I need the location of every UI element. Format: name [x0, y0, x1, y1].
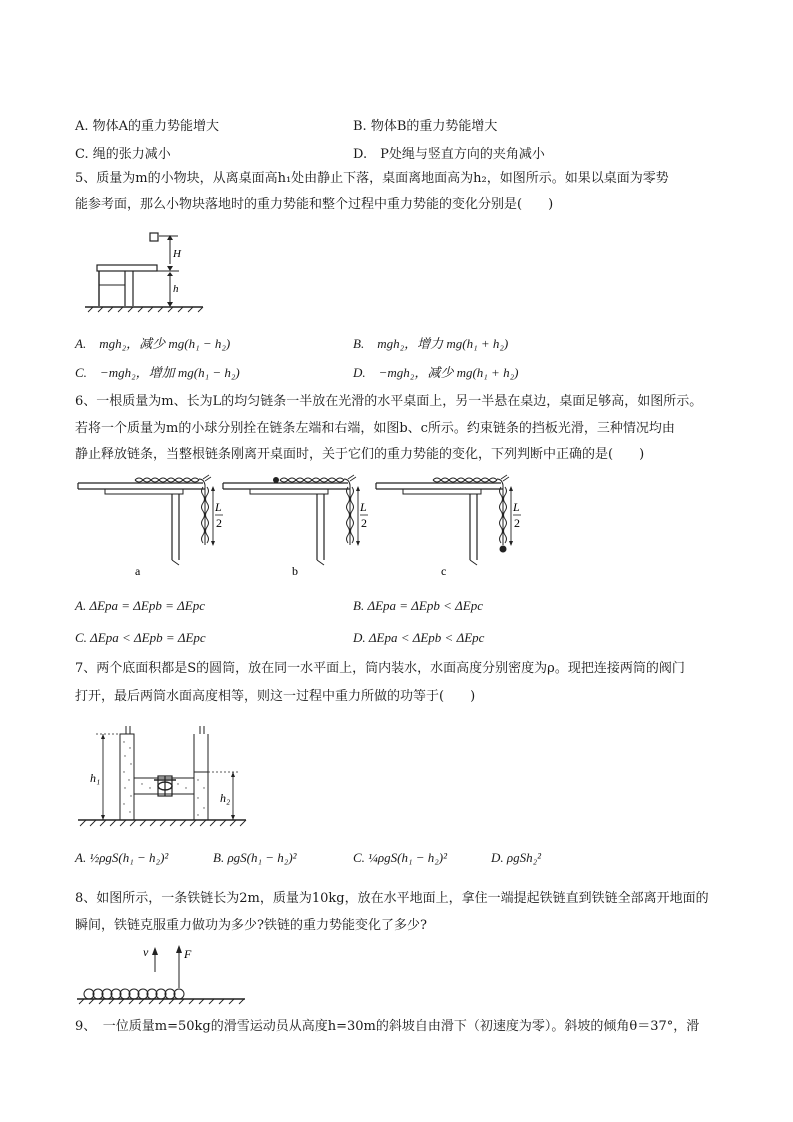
q7-option-c: C. ¼ρgS(h₁ − h₂)² [353, 850, 448, 865]
q6-a-label-L: L [215, 500, 222, 514]
q6-stem-line2: 若将一个质量为m的小球分别拴在链条左端和右端，如图b、c所示。约束链条的挡板光滑，三种情况均由 [75, 421, 675, 436]
q8-figure [75, 940, 250, 1005]
q6-stem-line3: 静止释放链条，当整根链条刚离开桌面时，关于它们的重力势能的变化，下列判断中正确的是( ) [75, 447, 645, 462]
q8-stem-line1: 8、如图所示，一条铁链长为2m，质量为10kg，放在水平地面上，拿住一端提起铁链直到铁链全部离开地面的 [75, 891, 709, 906]
q5-option-b: B. mgh₂，增力 mg(h₁ + h₂) [353, 336, 509, 351]
q8-stem-line2: 瞬间，铁链克服重力做功为多少?铁链的重力势能变化了多少? [75, 918, 427, 933]
q5-stem-line2: 能参考面，那么小物块落地时的重力势能和整个过程中重力势能的变化分别是( ) [75, 197, 554, 212]
q6-panel-c [376, 475, 521, 578]
q7-option-b: B. ρgS(h₁ − h₂)² [213, 850, 297, 865]
q4-option-c: C. 绳的张力减小 [75, 147, 171, 162]
q9-stem-line1: 9、 一位质量m=50kg的滑雪运动员从高度h=30m的斜坡自由滑下（初速度为零）。斜坡的倾角θ＝37°，滑 [75, 1019, 700, 1034]
q6-option-c: C. ΔEpa < ΔEpb = ΔEpc [75, 630, 206, 645]
q5-figure [85, 230, 215, 315]
q6-panel-a [78, 475, 223, 578]
q6-option-b: B. ΔEpa = ΔEpb < ΔEpc [353, 598, 483, 613]
q7-option-d: D. ρgSh₂² [491, 850, 542, 865]
q5-option-c: C. −mgh₂，增加 mg(h₁ − h₂) [75, 365, 240, 380]
q4-option-b: B. 物体B的重力势能增大 [353, 119, 498, 134]
q7-stem-line2: 打开，最后两筒水面高度相等，则这一过程中重力所做的功等于( ) [75, 689, 476, 704]
q7-stem-line1: 7、两个底面积都是S的圆筒，放在同一水平面上，筒内装水，水面高度分别密度为ρ。现把连接两筒的阀门 [75, 661, 685, 676]
q6-stem-line1: 6、一根质量为m、长为L的均匀链条一半放在光滑的水平桌面上，另一半悬在桌边，桌面足够高，如图所示。 [75, 394, 703, 409]
q7-figure [78, 722, 253, 832]
q6-c-label-2: 2 [514, 516, 520, 530]
q7-label-h2: h₂ [220, 791, 231, 805]
q6-option-a: A. ΔEpa = ΔEpb = ΔEpc [75, 598, 205, 613]
q5-option-d: D. −mgh₂，减少 mg(h₁ + h₂) [353, 365, 519, 380]
q6-label-a: a [135, 564, 141, 578]
q8-label-F: F [184, 947, 192, 961]
q5-label-H: H [173, 248, 181, 260]
q6-panel-b [223, 475, 368, 578]
q6-b-label-L: L [360, 500, 367, 514]
q6-a-label-2: 2 [216, 516, 222, 530]
q8-label-v: v [143, 945, 149, 959]
q6-c-label-L: L [513, 500, 520, 514]
q4-option-a: A. 物体A的重力势能增大 [75, 119, 220, 134]
q4-option-d: D. P处绳与竖直方向的夹角减小 [353, 147, 545, 162]
q6-option-d: D. ΔEpa < ΔEpb < ΔEpc [353, 630, 485, 645]
q7-label-h1: h₁ [90, 771, 101, 785]
q5-stem-line1: 5、质量为m的小物块，从离桌面高h₁处由静止下落，桌面离地面高为h₂，如图所示。如果以桌面为零势 [75, 171, 669, 186]
q5-option-a: A. mgh₂，减少 mg(h₁ − h₂) [75, 336, 231, 351]
q6-label-b: b [292, 564, 298, 578]
q7-option-a: A. ½ρgS(h₁ − h₂)² [75, 850, 169, 865]
q6-label-c: c [441, 564, 447, 578]
q5-label-h: h [173, 283, 179, 295]
q6-figure [75, 475, 525, 580]
q6-b-label-2: 2 [361, 516, 367, 530]
